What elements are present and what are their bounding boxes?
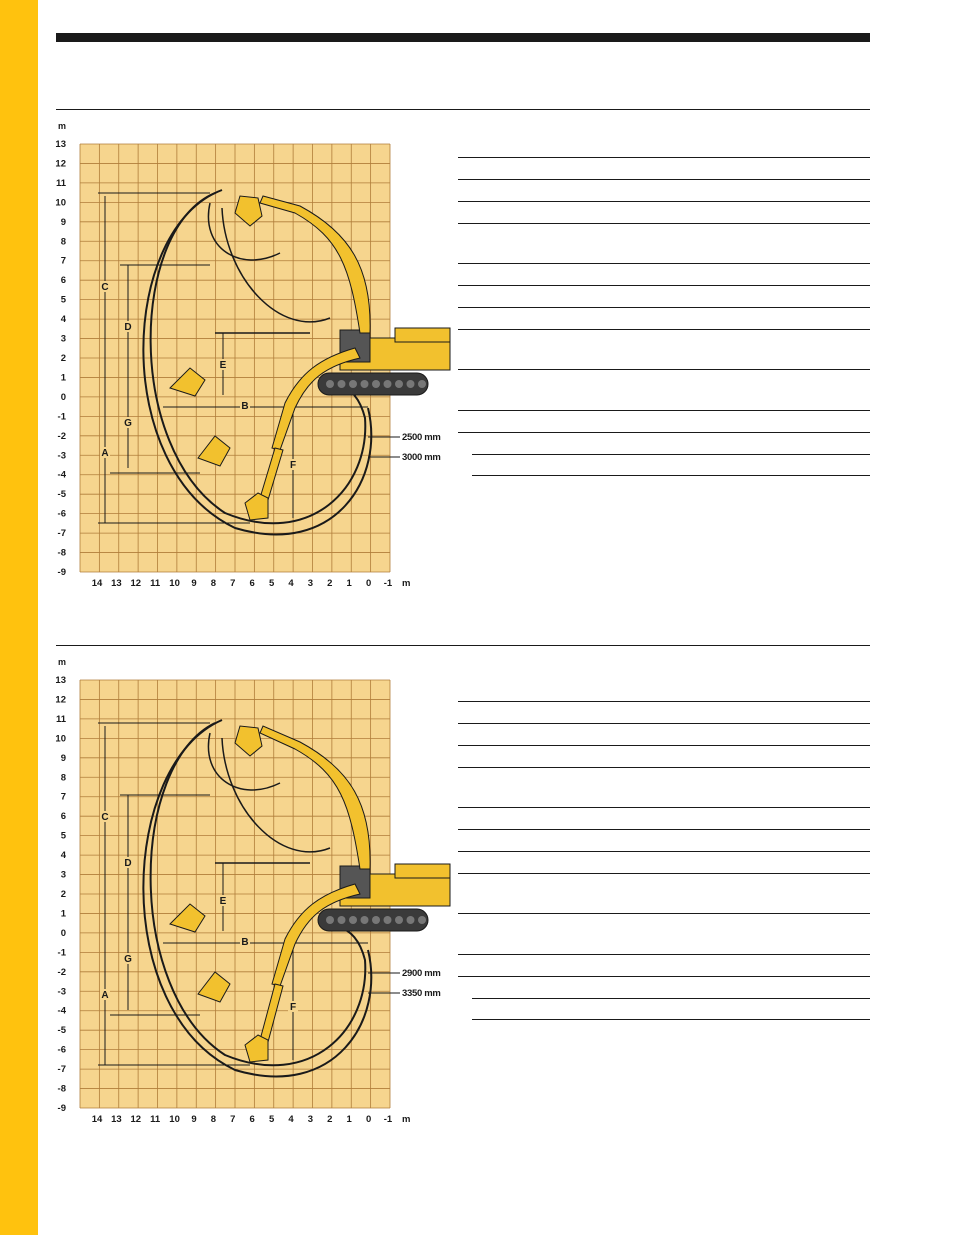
track-roller: [361, 380, 369, 388]
spec-table-rule: [472, 475, 870, 476]
spec-table-rule: [458, 745, 870, 746]
x-tick-label: 9: [191, 578, 197, 589]
y-tick-label: -7: [57, 1064, 66, 1076]
x-tick-label: 12: [130, 578, 142, 589]
spec-table-rule: [458, 976, 870, 977]
spec-table-rule: [458, 201, 870, 202]
track-roller: [407, 916, 415, 924]
x-tick-label: -1: [383, 1114, 393, 1125]
y-tick-label: -2: [57, 430, 66, 442]
y-tick-label: -8: [57, 547, 66, 559]
y-tick-label: 11: [55, 177, 66, 189]
track-roller: [326, 380, 334, 388]
dimension-letter-g: G: [124, 418, 132, 429]
x-tick-label: 13: [111, 578, 122, 589]
y-tick-label: -7: [57, 528, 66, 540]
y-tick-label: -5: [57, 489, 66, 501]
track-roller: [407, 380, 415, 388]
y-tick-label: 12: [55, 158, 66, 170]
y-tick-label: 3: [60, 869, 66, 881]
dimension-letter-f: F: [289, 1002, 297, 1013]
dimension-letter-e: E: [219, 360, 227, 371]
y-tick-label: -6: [57, 508, 66, 520]
y-unit-label: m: [58, 657, 67, 667]
header-bar: [56, 33, 870, 42]
dimension-letter-d: D: [124, 322, 132, 333]
y-tick-label: 8: [60, 236, 66, 248]
y-tick-label: -1: [57, 411, 66, 423]
y-tick-label: 9: [60, 752, 66, 764]
x-tick-label: 14: [91, 1114, 103, 1125]
x-tick-label: 8: [210, 1114, 217, 1125]
y-tick-label: -4: [57, 1005, 66, 1017]
x-tick-label: 10: [169, 1114, 180, 1125]
y-tick-label: -5: [57, 1025, 66, 1037]
y-tick-label: -3: [57, 986, 66, 998]
x-tick-label: 11: [150, 1114, 161, 1125]
y-tick-label: -2: [57, 966, 66, 978]
x-tick-label: 2: [327, 1114, 333, 1125]
y-tick-label: 4: [60, 850, 66, 862]
spec-table-rule: [458, 369, 870, 370]
dimension-letter-a: A: [101, 448, 109, 459]
spec-table-rule: [458, 410, 870, 411]
stick-length-label: 3000 mm: [402, 452, 441, 463]
yellow-sidebar: [0, 0, 38, 1235]
x-tick-label: 10: [169, 578, 180, 589]
y-tick-label: 13: [55, 139, 66, 150]
y-tick-label: -6: [57, 1044, 66, 1056]
y-tick-label: 0: [60, 391, 66, 403]
x-tick-label: 7: [230, 1114, 236, 1125]
y-tick-label: 6: [60, 811, 66, 823]
spec-table-rule: [458, 307, 870, 308]
x-tick-label: 5: [268, 1114, 275, 1125]
stick-length-label: 2500 mm: [402, 432, 441, 443]
spec-table-rule: [458, 329, 870, 330]
x-tick-label: 6: [249, 1114, 255, 1125]
dimension-letter-d: D: [124, 858, 132, 869]
track-roller: [372, 916, 380, 924]
y-tick-label: 1: [60, 372, 66, 384]
spec-table-rule: [458, 285, 870, 286]
range-svg: [50, 654, 460, 1129]
dimension-letter-b: B: [241, 401, 249, 412]
spec-table-rule: [458, 807, 870, 808]
engine-hood: [395, 864, 450, 878]
y-tick-label: 2: [60, 889, 66, 900]
track-roller: [418, 380, 426, 388]
x-tick-label: 1: [346, 1114, 352, 1125]
spec-table-rule: [458, 873, 870, 874]
track-roller: [338, 380, 346, 388]
x-unit-label: m: [402, 578, 411, 589]
x-tick-label: 11: [150, 578, 161, 589]
stick-length-label: 2900 mm: [402, 968, 441, 979]
spec-table-rule: [472, 454, 870, 455]
y-tick-label: 3: [60, 333, 66, 345]
spec-table-rule: [472, 1019, 870, 1020]
dimension-letter-f: F: [289, 460, 297, 471]
y-tick-label: 13: [55, 675, 66, 686]
y-tick-label: 5: [60, 294, 66, 306]
track-roller: [418, 916, 426, 924]
track-roller: [395, 916, 403, 924]
y-tick-label: 0: [60, 927, 66, 939]
y-tick-label: -8: [57, 1083, 66, 1095]
y-tick-label: -4: [57, 469, 66, 481]
track-roller: [326, 916, 334, 924]
working-range-diagram-2: [50, 654, 460, 1129]
spec-table-rule: [458, 223, 870, 224]
spec-table-rule: [458, 723, 870, 724]
engine-hood: [395, 328, 450, 342]
spec-table-rule: [458, 767, 870, 768]
y-unit-label: m: [58, 121, 67, 131]
spec-table-rule: [458, 701, 870, 702]
y-tick-label: 10: [55, 197, 66, 209]
x-tick-label: 0: [365, 578, 372, 589]
y-tick-label: 10: [55, 733, 66, 745]
y-tick-label: 4: [60, 314, 66, 326]
track-roller: [349, 380, 357, 388]
y-tick-label: 7: [60, 791, 66, 803]
track-roller: [349, 916, 357, 924]
dimension-letter-g: G: [124, 954, 132, 965]
spec-table-rule: [458, 829, 870, 830]
track-roller: [338, 916, 346, 924]
track-roller: [395, 380, 403, 388]
y-tick-label: -1: [57, 947, 66, 959]
x-tick-label: 3: [307, 1114, 314, 1125]
x-tick-label: 2: [327, 578, 333, 589]
spec-table-rule: [458, 157, 870, 158]
y-tick-label: 12: [55, 694, 66, 706]
x-tick-label: 0: [365, 1114, 372, 1125]
y-tick-label: -3: [57, 450, 66, 462]
x-tick-label: 4: [288, 1114, 294, 1125]
track-roller: [384, 916, 392, 924]
spec-table-rule: [458, 179, 870, 180]
y-tick-label: 11: [55, 713, 66, 725]
y-tick-label: 7: [60, 255, 66, 267]
x-tick-label: 4: [288, 578, 294, 589]
x-tick-label: 13: [111, 1114, 122, 1125]
x-tick-label: 7: [230, 578, 236, 589]
y-tick-label: 9: [60, 216, 66, 228]
x-tick-label: 6: [249, 578, 255, 589]
dimension-letter-c: C: [101, 282, 109, 293]
spec-table-rule: [472, 998, 870, 999]
x-unit-label: m: [402, 1114, 411, 1125]
y-tick-label: 8: [60, 772, 66, 784]
y-tick-label: 5: [60, 830, 66, 842]
range-svg: [50, 118, 460, 593]
track-roller: [384, 380, 392, 388]
spec-table-rule: [458, 263, 870, 264]
y-tick-label: 1: [60, 908, 66, 920]
track-roller: [361, 916, 369, 924]
y-tick-label: 2: [60, 353, 66, 364]
spec-table-rule: [458, 851, 870, 852]
dimension-letter-b: B: [241, 937, 249, 948]
track-roller: [372, 380, 380, 388]
y-tick-label: -9: [57, 1103, 66, 1114]
spec-table-rule: [458, 913, 870, 914]
dimension-letter-a: A: [101, 990, 109, 1001]
section-rule-2: [56, 645, 870, 646]
x-tick-label: 8: [210, 578, 217, 589]
dimension-letter-c: C: [101, 812, 109, 823]
x-tick-label: 3: [307, 578, 314, 589]
x-tick-label: 9: [191, 1114, 197, 1125]
x-tick-label: 14: [91, 578, 103, 589]
section-rule-1: [56, 109, 870, 110]
stick-length-label: 3350 mm: [402, 988, 441, 999]
y-tick-label: -9: [57, 567, 66, 578]
x-tick-label: 5: [268, 578, 275, 589]
working-range-diagram-1: [50, 118, 460, 593]
y-tick-label: 6: [60, 275, 66, 287]
x-tick-label: 1: [346, 578, 352, 589]
spec-table-rule: [458, 432, 870, 433]
x-tick-label: 12: [130, 1114, 142, 1125]
spec-table-rule: [458, 954, 870, 955]
dimension-letter-e: E: [219, 896, 227, 907]
x-tick-label: -1: [383, 578, 393, 589]
